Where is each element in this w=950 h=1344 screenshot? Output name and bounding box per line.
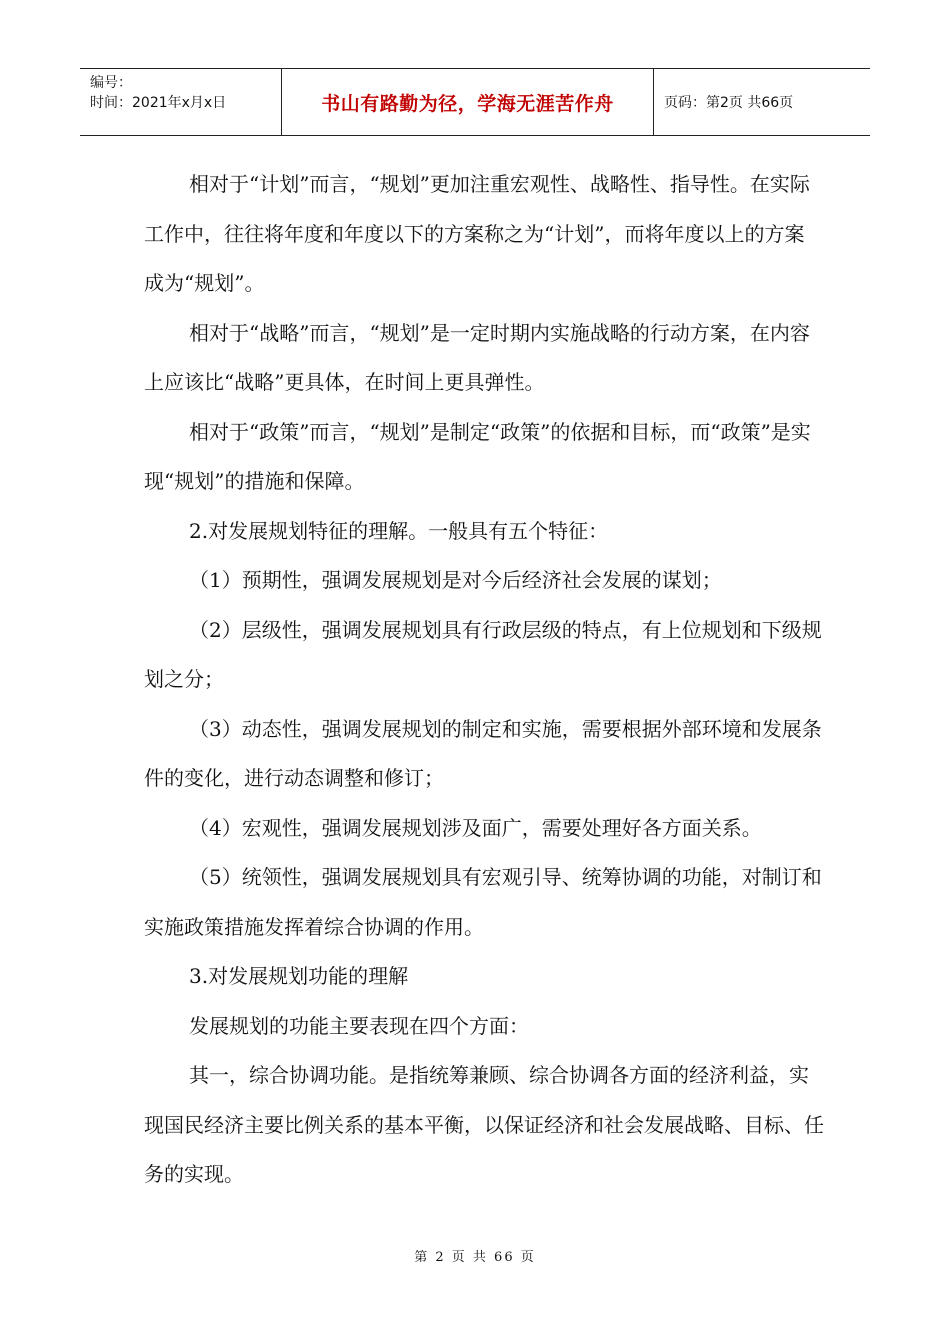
- paragraph: 发展规划的功能主要表现在四个方面：: [189, 1013, 529, 1038]
- paragraph: 其一，综合协调功能。是指统筹兼顾、综合协调各方面的经济利益，实现国民经济主要比例关系的基本平衡，以保证经济和社会发展战略、目标、任务的实现。: [144, 1063, 824, 1186]
- paragraph: 相对于“计划”而言，“规划”更加注重宏观性、战略性、指导性。在实际工作中，往往将年度和年度以下的方案称之为“计划”，而将年度以上的方案成为“规划”。: [144, 172, 810, 295]
- list-item: （2）层级性，强调发展规划具有行政层级的特点，有上位规划和下级规划之分；: [144, 617, 822, 691]
- paragraph: 相对于“政策”而言，“规划”是制定“政策”的依据和目标，而“政策”是实现“规划”的措施和保障。: [144, 419, 811, 493]
- list-item: （3）动态性，强调发展规划的制定和实施，需要根据外部环境和发展条件的变化，进行动态调整和修订；: [144, 716, 822, 790]
- section-heading: 2.对发展规划特征的理解。一般具有五个特征：: [189, 518, 609, 543]
- page-header: [80, 68, 870, 136]
- document-number-label: 编号：: [90, 75, 132, 91]
- header-page-info: 页码：第2页 共66页: [664, 95, 794, 111]
- document-body: [144, 160, 824, 1200]
- paragraph: 相对于“战略”而言，“规划”是一定时期内实施战略的行动方案，在内容上应该比“战略”更具体，在时间上更具弹性。: [144, 320, 810, 394]
- page-footer: 第 2 页 共 66 页: [414, 1250, 536, 1265]
- list-item: （5）统领性，强调发展规划具有宏观引导、统筹协调的功能，对制订和实施政策措施发挥着综合协调的作用。: [144, 865, 822, 939]
- document-time: 时间：2021年x月x日: [90, 95, 227, 111]
- header-motto: 书山有路勤为径，学海无涯苦作舟: [282, 69, 654, 135]
- section-heading: 3.对发展规划功能的理解: [189, 964, 409, 988]
- list-item: （4）宏观性，强调发展规划涉及面广，需要处理好各方面关系。: [189, 815, 762, 840]
- header-meta: [80, 69, 282, 135]
- list-item: （1）预期性，强调发展规划是对今后经济社会发展的谋划；: [189, 568, 722, 592]
